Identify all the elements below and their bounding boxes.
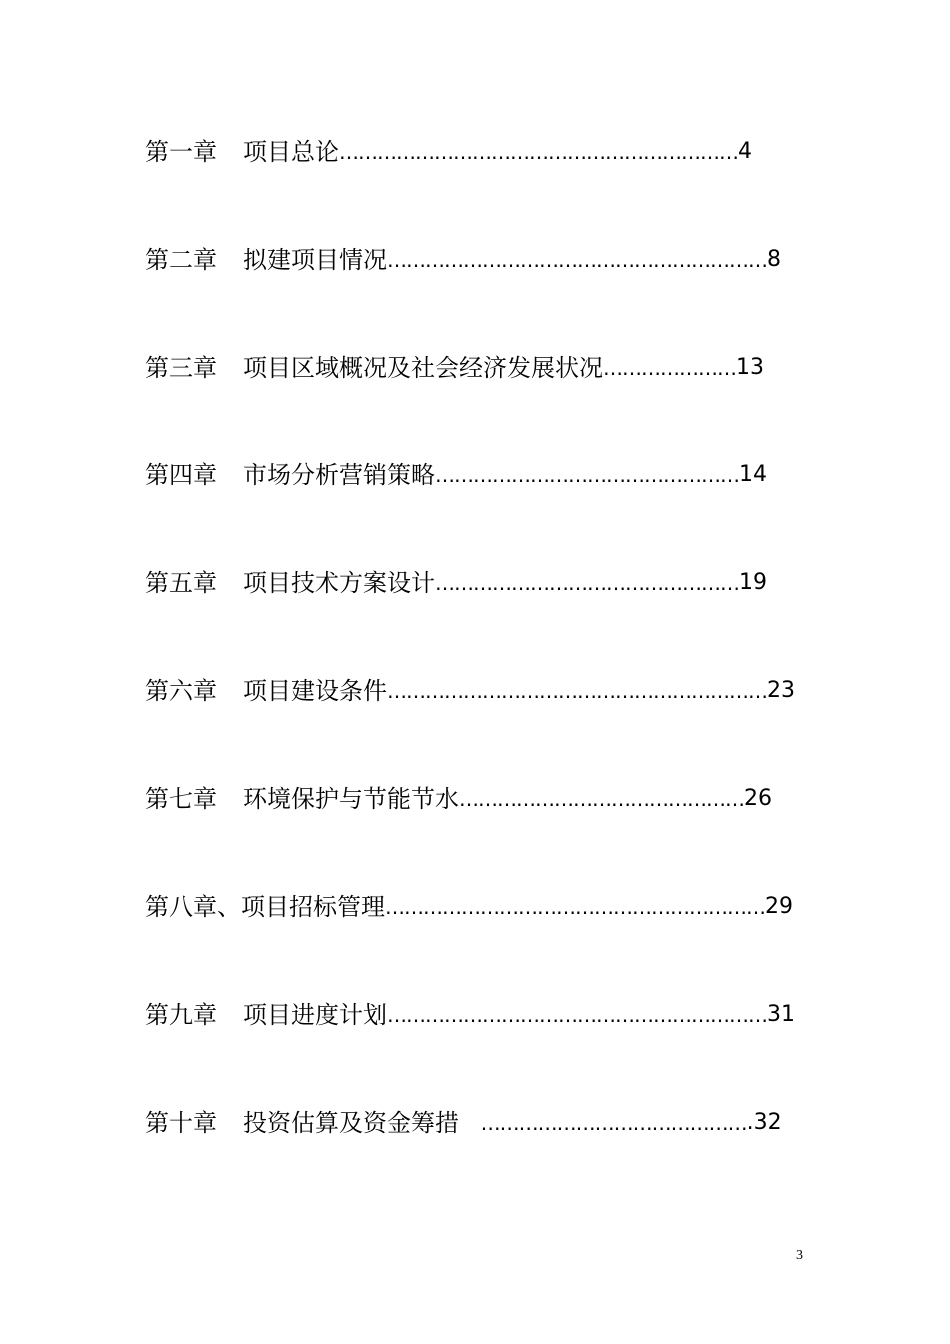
dot-leader: …………………………………………………… (387, 1003, 767, 1027)
page-number: 13 (736, 355, 764, 380)
toc-entry-8[interactable] (145, 892, 793, 922)
toc-entry-2[interactable] (145, 245, 781, 275)
page-number: 8 (767, 247, 781, 272)
chapter-title: 项目总论 (243, 138, 339, 166)
dot-leader: …………………………………………………… (387, 248, 767, 272)
page-number: 23 (767, 678, 795, 703)
dot-leader: …………………………………………………… (387, 679, 767, 703)
toc-entry-6[interactable] (145, 676, 795, 706)
chapter-title: 项目进度计划 (243, 1001, 387, 1029)
toc-entry-1[interactable] (145, 137, 752, 167)
page-number: 4 (738, 139, 752, 164)
page-number: 29 (765, 894, 793, 919)
toc-entry-10[interactable] (145, 1108, 782, 1138)
chapter-number: 第二章 (145, 246, 217, 274)
chapter-title: 环境保护与节能节水 (243, 785, 459, 813)
chapter-number: 第十章 (145, 1109, 217, 1137)
dot-leader: ……………………………………………………… (339, 140, 738, 164)
chapter-number: 第九章 (145, 1001, 217, 1029)
chapter-number: 第七章 (145, 785, 217, 813)
page-number: .32 (746, 1110, 782, 1135)
dot-leader: ……………………………………… (459, 787, 744, 811)
chapter-number: 第八章、 (145, 893, 241, 921)
chapter-number: 第五章 (145, 569, 217, 597)
dot-leader: ………………………………………… (435, 463, 739, 487)
toc-entry-7[interactable] (145, 784, 772, 814)
dot-leader: ………………………………………… (435, 571, 739, 595)
page-number: 14 (739, 462, 767, 487)
chapter-number: 第三章 (145, 354, 217, 382)
dot-leader: ………………… (603, 356, 736, 380)
page-number: 31 (767, 1002, 795, 1027)
chapter-number: 第四章 (145, 461, 217, 489)
chapter-number: 第六章 (145, 677, 217, 705)
chapter-title: 项目技术方案设计 (243, 569, 435, 597)
toc-entry-9[interactable] (145, 1000, 795, 1030)
chapter-title: 项目建设条件 (243, 677, 387, 705)
toc-entry-4[interactable] (145, 460, 767, 490)
page-number: 26 (744, 786, 772, 811)
chapter-number: 第一章 (145, 138, 217, 166)
dot-leader: …………………………………… (480, 1111, 747, 1135)
page-number: 19 (739, 570, 767, 595)
chapter-title: 拟建项目情况 (243, 246, 387, 274)
chapter-title: 项目招标管理 (241, 893, 385, 921)
toc-entry-3[interactable] (145, 353, 764, 383)
chapter-title: 市场分析营销策略 (243, 461, 435, 489)
chapter-title: 项目区域概况及社会经济发展状况 (243, 354, 603, 382)
footer-page-number: 3 (796, 1248, 803, 1263)
toc-entry-5[interactable] (145, 568, 767, 598)
chapter-title: 投资估算及资金筹措 (243, 1109, 467, 1137)
dot-leader: …………………………………………………… (385, 895, 765, 919)
